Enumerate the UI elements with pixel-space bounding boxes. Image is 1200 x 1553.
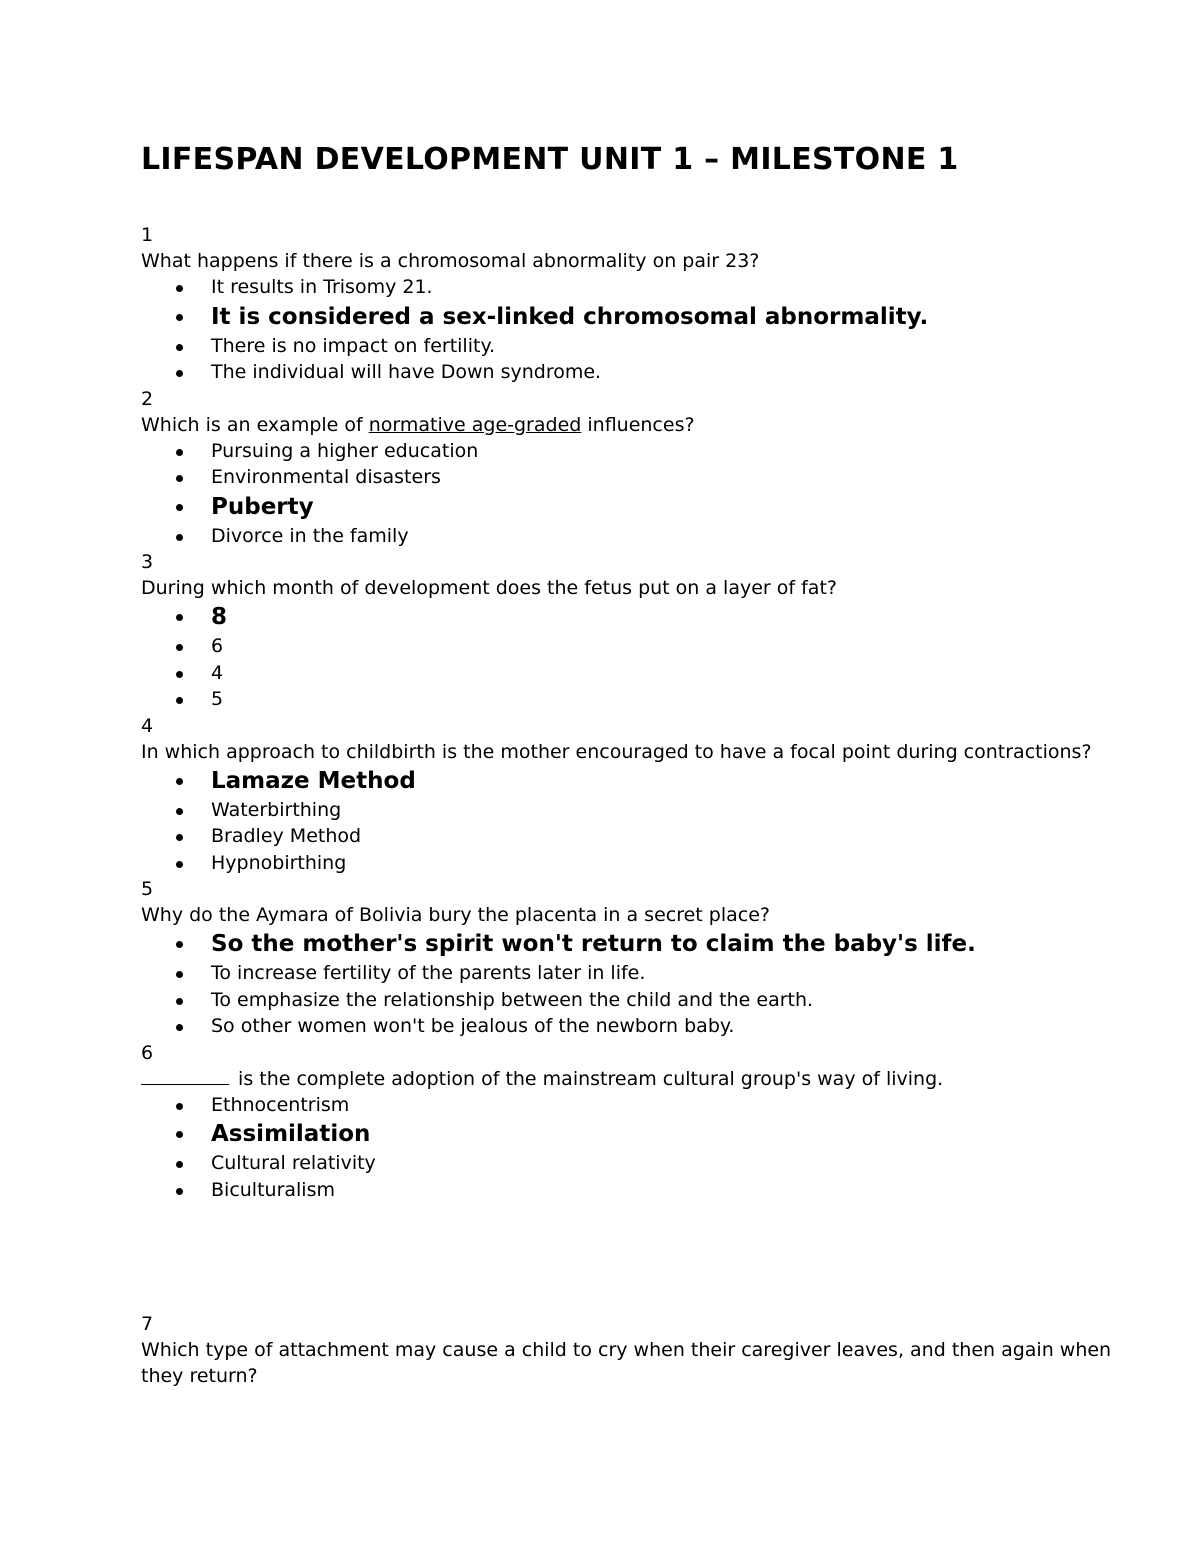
question-text: During which month of development does the fetus put on a layer of fat? xyxy=(141,577,837,599)
answer-options xyxy=(141,765,1141,877)
question-text xyxy=(141,412,1141,438)
answer-options xyxy=(141,928,1141,1040)
question-2 xyxy=(141,386,1141,550)
question-6 xyxy=(141,1040,1141,1204)
question-4 xyxy=(141,713,1141,877)
answer-option: Ethnocentrism xyxy=(141,1092,1141,1119)
answer-option-correct: Puberty xyxy=(141,491,1141,523)
question-text: What happens if there is a chromosomal abnormality on pair 23? xyxy=(141,250,760,272)
question-number: 6 xyxy=(141,1041,154,1064)
answer-option: Hypnobirthing xyxy=(141,850,1141,877)
answer-option: Cultural relativity xyxy=(141,1150,1141,1177)
answer-option: Biculturalism xyxy=(141,1177,1141,1204)
page-gap xyxy=(141,1203,1141,1311)
answer-option: To increase fertility of the parents later in life. xyxy=(141,960,1141,987)
answer-option-correct: Assimilation xyxy=(141,1118,1141,1150)
question-text: Which type of attachment may cause a child to cry when their caregiver leaves, and then again when they return? xyxy=(141,1339,1112,1387)
answer-options xyxy=(141,601,1141,713)
answer-option: 5 xyxy=(141,686,1141,713)
answer-options xyxy=(141,438,1141,550)
question-list xyxy=(141,222,1141,1389)
answer-option: To emphasize the relationship between the child and the earth. xyxy=(141,987,1141,1014)
answer-option-correct: 8 xyxy=(141,601,1141,633)
question-number: 2 xyxy=(141,387,154,410)
question-1 xyxy=(141,222,1141,386)
answer-option: So other women won't be jealous of the newborn baby. xyxy=(141,1013,1141,1040)
fill-in-blank xyxy=(141,1066,229,1085)
question-text: In which approach to childbirth is the mother encouraged to have a focal point during contractions? xyxy=(141,740,1092,763)
question-text-body: is the complete adoption of the mainstream cultural group's way of living. xyxy=(232,1067,944,1090)
answer-option: The individual will have Down syndrome. xyxy=(141,359,1141,386)
question-number: 3 xyxy=(141,551,154,573)
question-7 xyxy=(141,1311,1141,1389)
answer-option: 4 xyxy=(141,660,1141,687)
question-text-start: Which is an example of xyxy=(141,413,369,436)
answer-option: 6 xyxy=(141,633,1141,660)
question-5 xyxy=(141,876,1141,1040)
question-number: 7 xyxy=(141,1313,154,1335)
answer-option: It results in Trisomy 21. xyxy=(141,274,1141,301)
answer-options xyxy=(141,1092,1141,1204)
answer-option: Pursuing a higher education xyxy=(141,438,1141,465)
question-number: 5 xyxy=(141,878,154,900)
answer-option-correct: It is considered a sex-linked chromosomal abnormality. xyxy=(141,301,1141,333)
question-text xyxy=(141,1066,1141,1092)
answer-option-correct: So the mother's spirit won't return to claim the baby's life. xyxy=(141,928,1141,960)
answer-options xyxy=(141,274,1141,386)
question-text-end: influences? xyxy=(581,413,695,436)
question-text: Why do the Aymara of Bolivia bury the placenta in a secret place? xyxy=(141,904,770,926)
page-title: LIFESPAN DEVELOPMENT UNIT 1 – MILESTONE 1 xyxy=(141,142,959,177)
question-3 xyxy=(141,549,1141,713)
answer-option: Bradley Method xyxy=(141,823,1141,850)
underlined-term: normative age-graded xyxy=(368,413,582,436)
answer-option: There is no impact on fertility. xyxy=(141,333,1141,360)
answer-option: Divorce in the family xyxy=(141,523,1141,550)
question-number: 1 xyxy=(141,224,154,246)
answer-option: Environmental disasters xyxy=(141,464,1141,491)
question-number: 4 xyxy=(141,714,154,737)
answer-option-correct: Lamaze Method xyxy=(141,765,1141,797)
answer-option: Waterbirthing xyxy=(141,797,1141,824)
